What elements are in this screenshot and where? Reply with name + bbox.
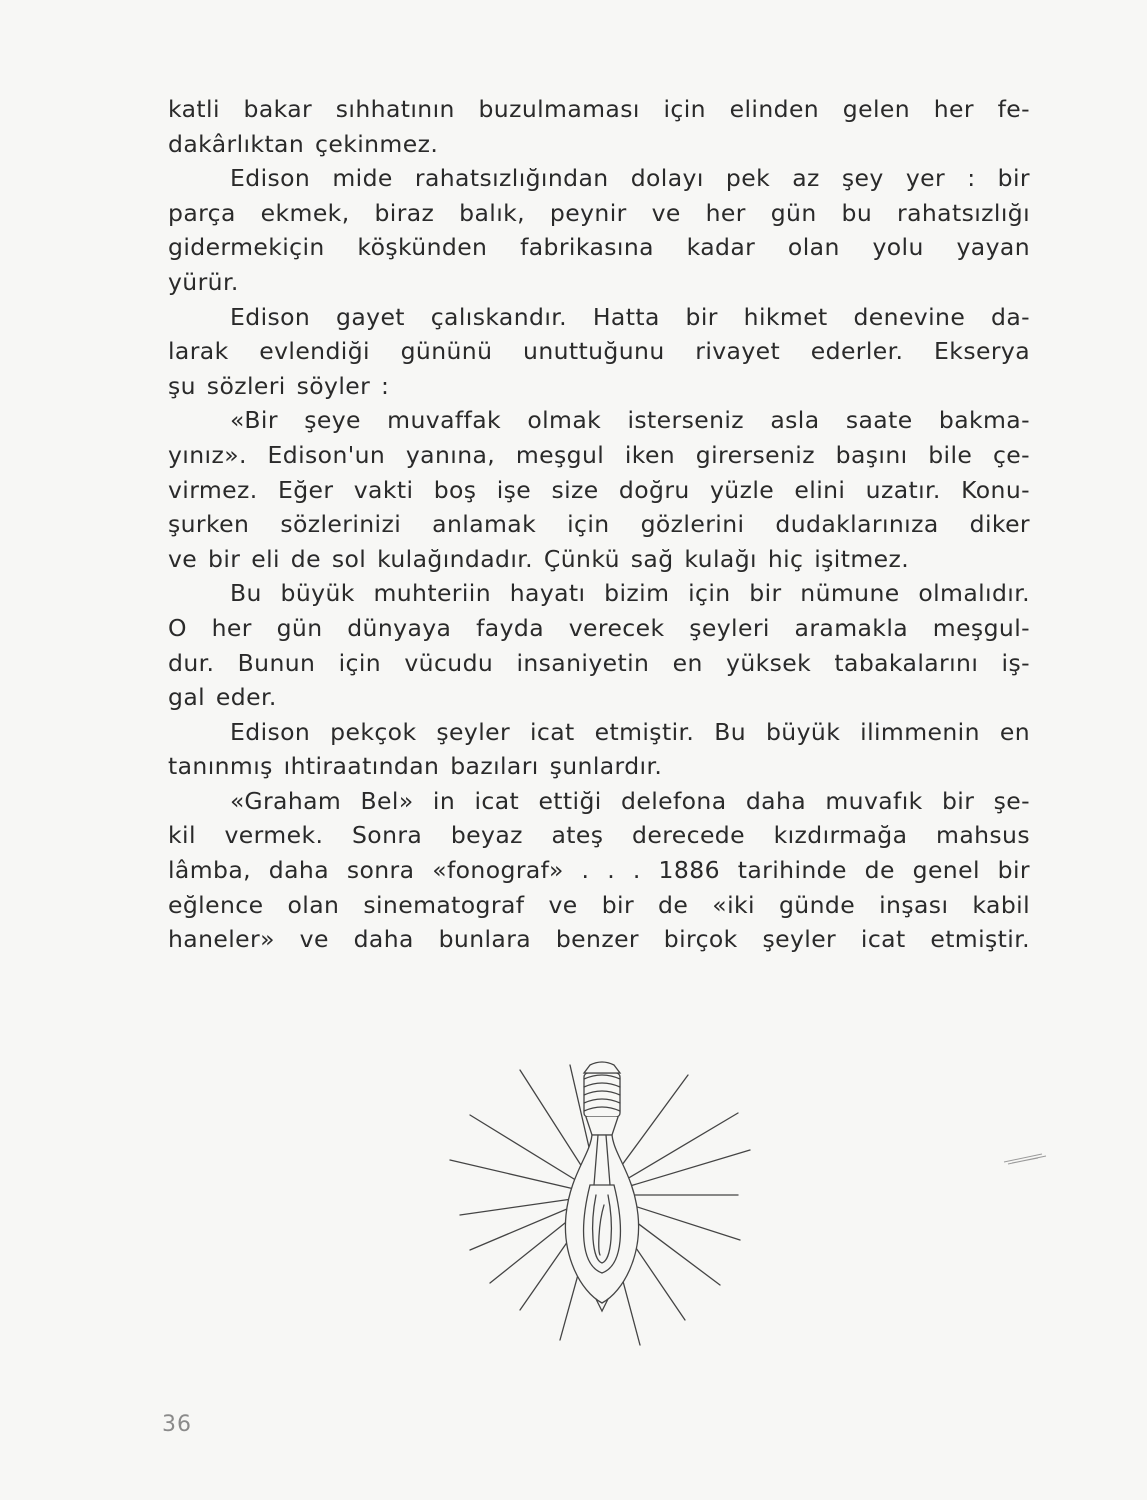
text-line: katli bakar sıhhatının buzulmaması için elinden gelen her fe-: [168, 95, 1030, 123]
page-number: 36: [162, 1412, 192, 1437]
text-line: ve bir eli de sol kulağındadır. Çünkü sağ kulağı hiç işitmez.: [168, 544, 910, 573]
text-line: şu sözleri söyler :: [168, 371, 390, 400]
ink-smudge: [1002, 1150, 1048, 1166]
light-bulb-icon: [420, 1055, 760, 1355]
text-line: «Graham Bel» in icat ettiği delefona daha muvafık bir şe-: [230, 786, 1030, 815]
text-line: Edison pekçok şeyler icat etmiştir. Bu büyük ilimmenin en: [230, 717, 1030, 746]
body-text: [168, 92, 1030, 957]
text-line: parça ekmek, biraz balık, peynir ve her gün bu rahatsızlığı: [168, 198, 1030, 227]
text-line: kil vermek. Sonra beyaz ateş derecede kızdırmağa mahsus: [168, 821, 1030, 850]
text-line: dur. Bunun için vücudu insaniyetin en yüksek tabakalarını iş-: [168, 648, 1030, 677]
text-line: larak evlendiği gününü unuttuğunu rivayet ederler. Ekserya: [168, 337, 1030, 366]
text-line: dakârlıktan çekinmez.: [168, 129, 439, 158]
text-line: tanınmış ıhtiraatından bazıları şunlardır.: [168, 752, 663, 781]
text-line: Bu büyük muhteriin hayatı bizim için bir nümune olmalıdır.: [230, 579, 1030, 608]
text-line: eğlence olan sinematograf ve bir de «iki günde inşası kabil: [168, 890, 1030, 919]
text-line: lâmba, daha sonra «fonograf» . . . 1886 tarihinde de genel bir: [168, 856, 1030, 885]
text-line: haneler» ve daha bunlara benzer birçok şeyler icat etmiştir.: [168, 925, 1030, 954]
text-line: gal eder.: [168, 683, 277, 712]
text-line: Edison mide rahatsızlığından dolayı pek az şey yer : bir: [230, 164, 1030, 193]
text-line: yınız». Edison'un yanına, meşgul iken girerseniz başını bile çe-: [168, 440, 1030, 469]
text-line: gidermekiçin köşkünden fabrikasına kadar olan yolu yayan: [168, 233, 1030, 262]
text-line: şurken sözlerinizi anlamak için gözlerini dudaklarınıza diker: [168, 510, 1030, 539]
text-line: «Bir şeye muvaffak olmak isterseniz asla saate bakma-: [230, 406, 1030, 435]
text-line: O her gün dünyaya fayda verecek şeyleri aramakla meşgul-: [168, 613, 1030, 642]
text-line: virmez. Eğer vakti boş işe size doğru yüzle elini uzatır. Konu-: [168, 475, 1030, 504]
text-line: Edison gayet çalıskandır. Hatta bir hikmet denevine da-: [230, 302, 1030, 331]
text-line: yürür.: [168, 267, 239, 296]
